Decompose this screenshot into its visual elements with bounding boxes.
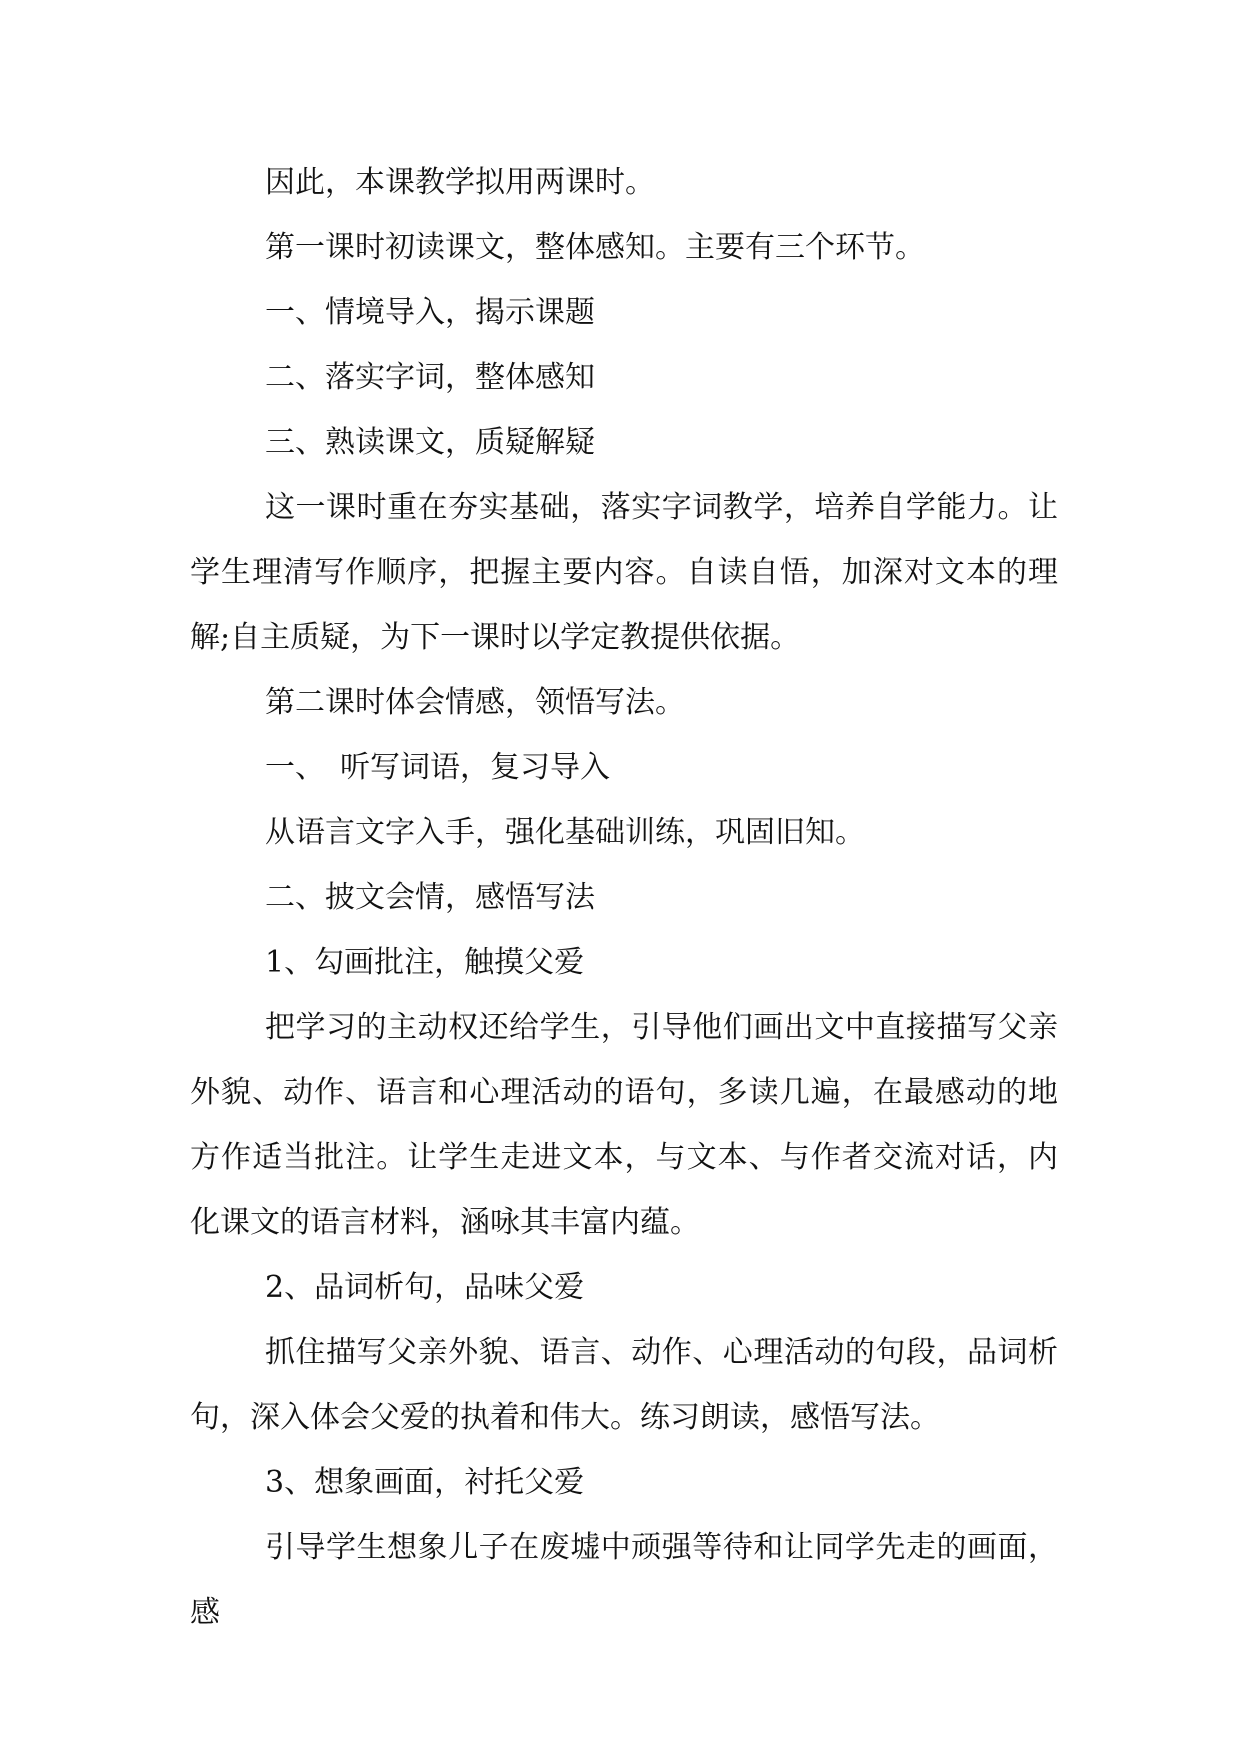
paragraph: 引导学生想象儿子在废墟中顽强等待和让同学先走的画面，感 [190, 1530, 1058, 1630]
paragraph: 这一课时重在夯实基础，落实字词教学，培养自学能力。让学生理清写作顺序，把握主要内容。自读自悟，加深对文本的理解;自主质疑，为下一课时以学定教提供依据。 [190, 490, 1058, 655]
paragraph: 一、情境导入，揭示课题 [265, 295, 595, 330]
paragraph: 抓住描写父亲外貌、语言、动作、心理活动的句段，品词析句，深入体会父爱的执着和伟大。练习朗读，感悟写法。 [190, 1335, 1058, 1435]
paragraph: 一、 听写词语，复习导入 [265, 750, 610, 785]
paragraph: 把学习的主动权还给学生，引导他们画出文中直接描写父亲外貌、动作、语言和心理活动的语句，多读几遍，在最感动的地方作适当批注。让学生走进文本，与文本、与作者交流对话，内化课文的语言材料，涵咏其丰富内蕴。 [190, 1010, 1058, 1240]
paragraph: 二、披文会情，感悟写法 [265, 880, 595, 915]
paragraph: 从语言文字入手，强化基础训练，巩固旧知。 [265, 815, 865, 850]
paragraph: 二、落实字词，整体感知 [265, 360, 595, 395]
text-body [190, 150, 1058, 1645]
paragraph: 1、勾画批注，触摸父爱 [265, 945, 585, 980]
paragraph: 因此，本课教学拟用两课时。 [265, 165, 655, 200]
paragraph: 第一课时初读课文，整体感知。主要有三个环节。 [265, 230, 925, 265]
paragraph: 2、品词析句，品味父爱 [265, 1270, 585, 1305]
paragraph: 第二课时体会情感，领悟写法。 [265, 685, 685, 720]
paragraph: 3、想象画面，衬托父爱 [265, 1465, 585, 1500]
paragraph: 三、熟读课文，质疑解疑 [265, 425, 595, 460]
